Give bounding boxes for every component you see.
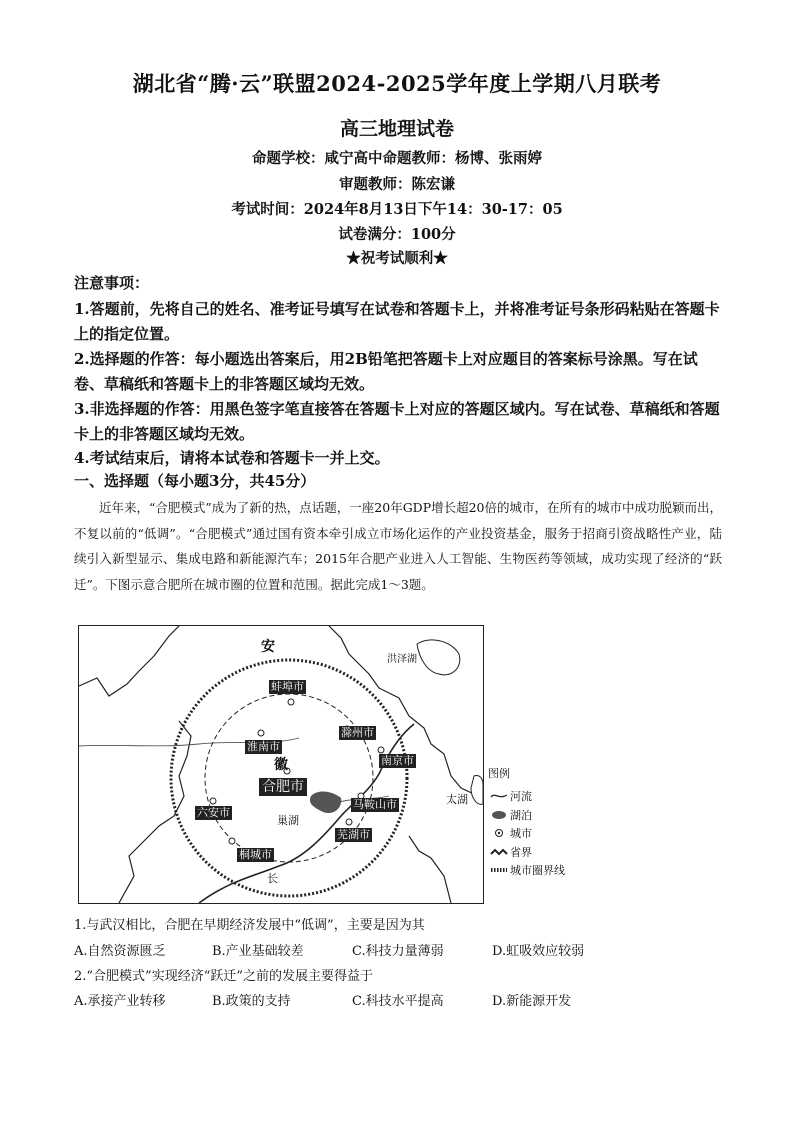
question-1-stem: 1.与武汉相比，合肥在早期经济发展中“低调”，主要是因为其 bbox=[74, 918, 425, 933]
question-1-option-a: A.自然资源匮乏 bbox=[74, 944, 166, 959]
note-item-2: 2.选择题的作答：每小题选出答案后，用2B铅笔把答题卡上对应题目的答案标号涂黑。写在试卷、草稿纸和答题卡上的非答题区域均无效。 bbox=[74, 350, 698, 393]
legend-title: 图例 bbox=[488, 767, 510, 780]
city-marker bbox=[288, 699, 294, 705]
city-label-hefei: 合肥市 bbox=[259, 778, 307, 796]
map-label-lake: 太湖 bbox=[446, 793, 468, 806]
section-intro: 近年来，“合肥模式”成为了新的热，点话题，一座20年GDP增长超20倍的城市，在所有的城市中成功脱颖而出，不复以前的“低调”。“合肥模式”通过国有资本牵引成立市场化运作的产业投资基金，服务于招商引资战略性产业，陆续引入新型显示、集成电路和新能源汽车；2015年合肥产业进入人工智能、生物医药等领域，成功实现了经济的“跃迁”。下图示意合肥所在城市圈的位置和范围。据此完成1～3题。 bbox=[74, 500, 723, 592]
map-legend bbox=[488, 765, 588, 880]
question-2-option-b: B.政策的支持 bbox=[212, 994, 291, 1009]
map-label-lake: 洪泽湖 bbox=[387, 654, 417, 665]
question-2-option-d: D.新能源开发 bbox=[492, 994, 572, 1009]
city-label-bengbu: 蚌埠市 bbox=[271, 680, 304, 693]
legend-row-province bbox=[488, 843, 588, 862]
city-marker bbox=[229, 838, 235, 844]
legend-label: 城市圈界线 bbox=[510, 864, 565, 878]
question-1-option-d: D.虹吸效应较弱 bbox=[492, 944, 585, 959]
city-marker bbox=[346, 819, 352, 825]
city-label-huainan: 淮南市 bbox=[247, 740, 280, 753]
question-2-stem: 2.“合肥模式”实现经济“跃迁”之前的发展主要得益于 bbox=[74, 969, 373, 984]
map-label-river: 长 bbox=[267, 872, 278, 885]
legend-label: 湖泊 bbox=[510, 808, 532, 822]
province-boundary-icon bbox=[488, 848, 510, 856]
city-marker bbox=[378, 747, 384, 753]
province-boundary bbox=[79, 626, 179, 696]
score-line: 试卷满分：100分 bbox=[338, 226, 456, 243]
legend-row-lake bbox=[488, 806, 588, 825]
wish-line: ★祝考试顺利★ bbox=[346, 250, 448, 267]
note-item-3: 3.非选择题的作答：用黑色签字笔直接答在答题卡上对应的答题区域内。写在试卷、草稿纸和答题卡上的非答题区域均无效。 bbox=[74, 400, 720, 443]
province-boundary bbox=[409, 836, 451, 903]
reviewer-line: 审题教师：陈宏谦 bbox=[339, 176, 455, 193]
school-line: 命题学校：咸宁高中命题教师：杨博、张雨婷 bbox=[252, 150, 542, 167]
legend-label: 河流 bbox=[510, 790, 532, 804]
question-1-option-b: B.产业基础较差 bbox=[212, 944, 304, 959]
note-item-4: 4.考试结束后，请将本试卷和答题卡一并上交。 bbox=[74, 449, 390, 467]
exam-subtitle: 高三地理试卷 bbox=[339, 118, 454, 140]
question-1-option-c: C.科技力量薄弱 bbox=[352, 944, 444, 959]
legend-row-river bbox=[488, 787, 588, 806]
notes-heading: 注意事项： bbox=[74, 274, 150, 292]
river-icon bbox=[488, 792, 510, 800]
legend-label: 省界 bbox=[510, 845, 532, 859]
lake-chao bbox=[310, 792, 341, 814]
exam-title: 湖北省“腾·云”联盟2024-2025学年度上学期八月联考 bbox=[132, 71, 662, 96]
exam-time-line: 考试时间：2024年8月13日下午14：30-17：05 bbox=[231, 201, 563, 218]
city-icon bbox=[488, 828, 510, 838]
legend-row-circle bbox=[488, 861, 588, 880]
map-label-lake: 巢湖 bbox=[277, 814, 299, 827]
legend-label: 城市 bbox=[510, 827, 532, 841]
section-heading: 一、选择题（每小题3分，共45分） bbox=[74, 472, 316, 490]
legend-row-city bbox=[488, 824, 588, 843]
city-marker bbox=[258, 730, 264, 736]
note-item-1: 1.答题前，先将自己的姓名、准考证号填写在试卷和答题卡上，并将准考证号条形码粘贴在答题卡上的指定位置。 bbox=[74, 300, 720, 343]
city-circle-map bbox=[78, 625, 484, 904]
city-label-tongcheng: 桐城市 bbox=[239, 848, 272, 861]
city-label-chuzhou: 滁州市 bbox=[341, 726, 374, 739]
lake-icon bbox=[488, 810, 510, 820]
city-label-nanjing: 南京市 bbox=[381, 754, 414, 767]
lake-tai bbox=[471, 775, 483, 804]
map-label-province: 安 bbox=[261, 639, 275, 655]
city-label-luan: 六安市 bbox=[197, 806, 230, 819]
question-2-option-a: A.承接产业转移 bbox=[74, 994, 166, 1009]
map-label-province: 徽 bbox=[274, 757, 288, 773]
province-boundary bbox=[119, 721, 191, 903]
city-marker bbox=[210, 798, 216, 804]
city-circle-boundary-icon bbox=[488, 866, 510, 874]
city-label-wuhu: 芜湖市 bbox=[337, 828, 370, 841]
lake-hongze bbox=[417, 640, 460, 675]
question-2-option-c: C.科技水平提高 bbox=[352, 994, 444, 1009]
city-label-maanshan: 马鞍山市 bbox=[353, 798, 397, 811]
